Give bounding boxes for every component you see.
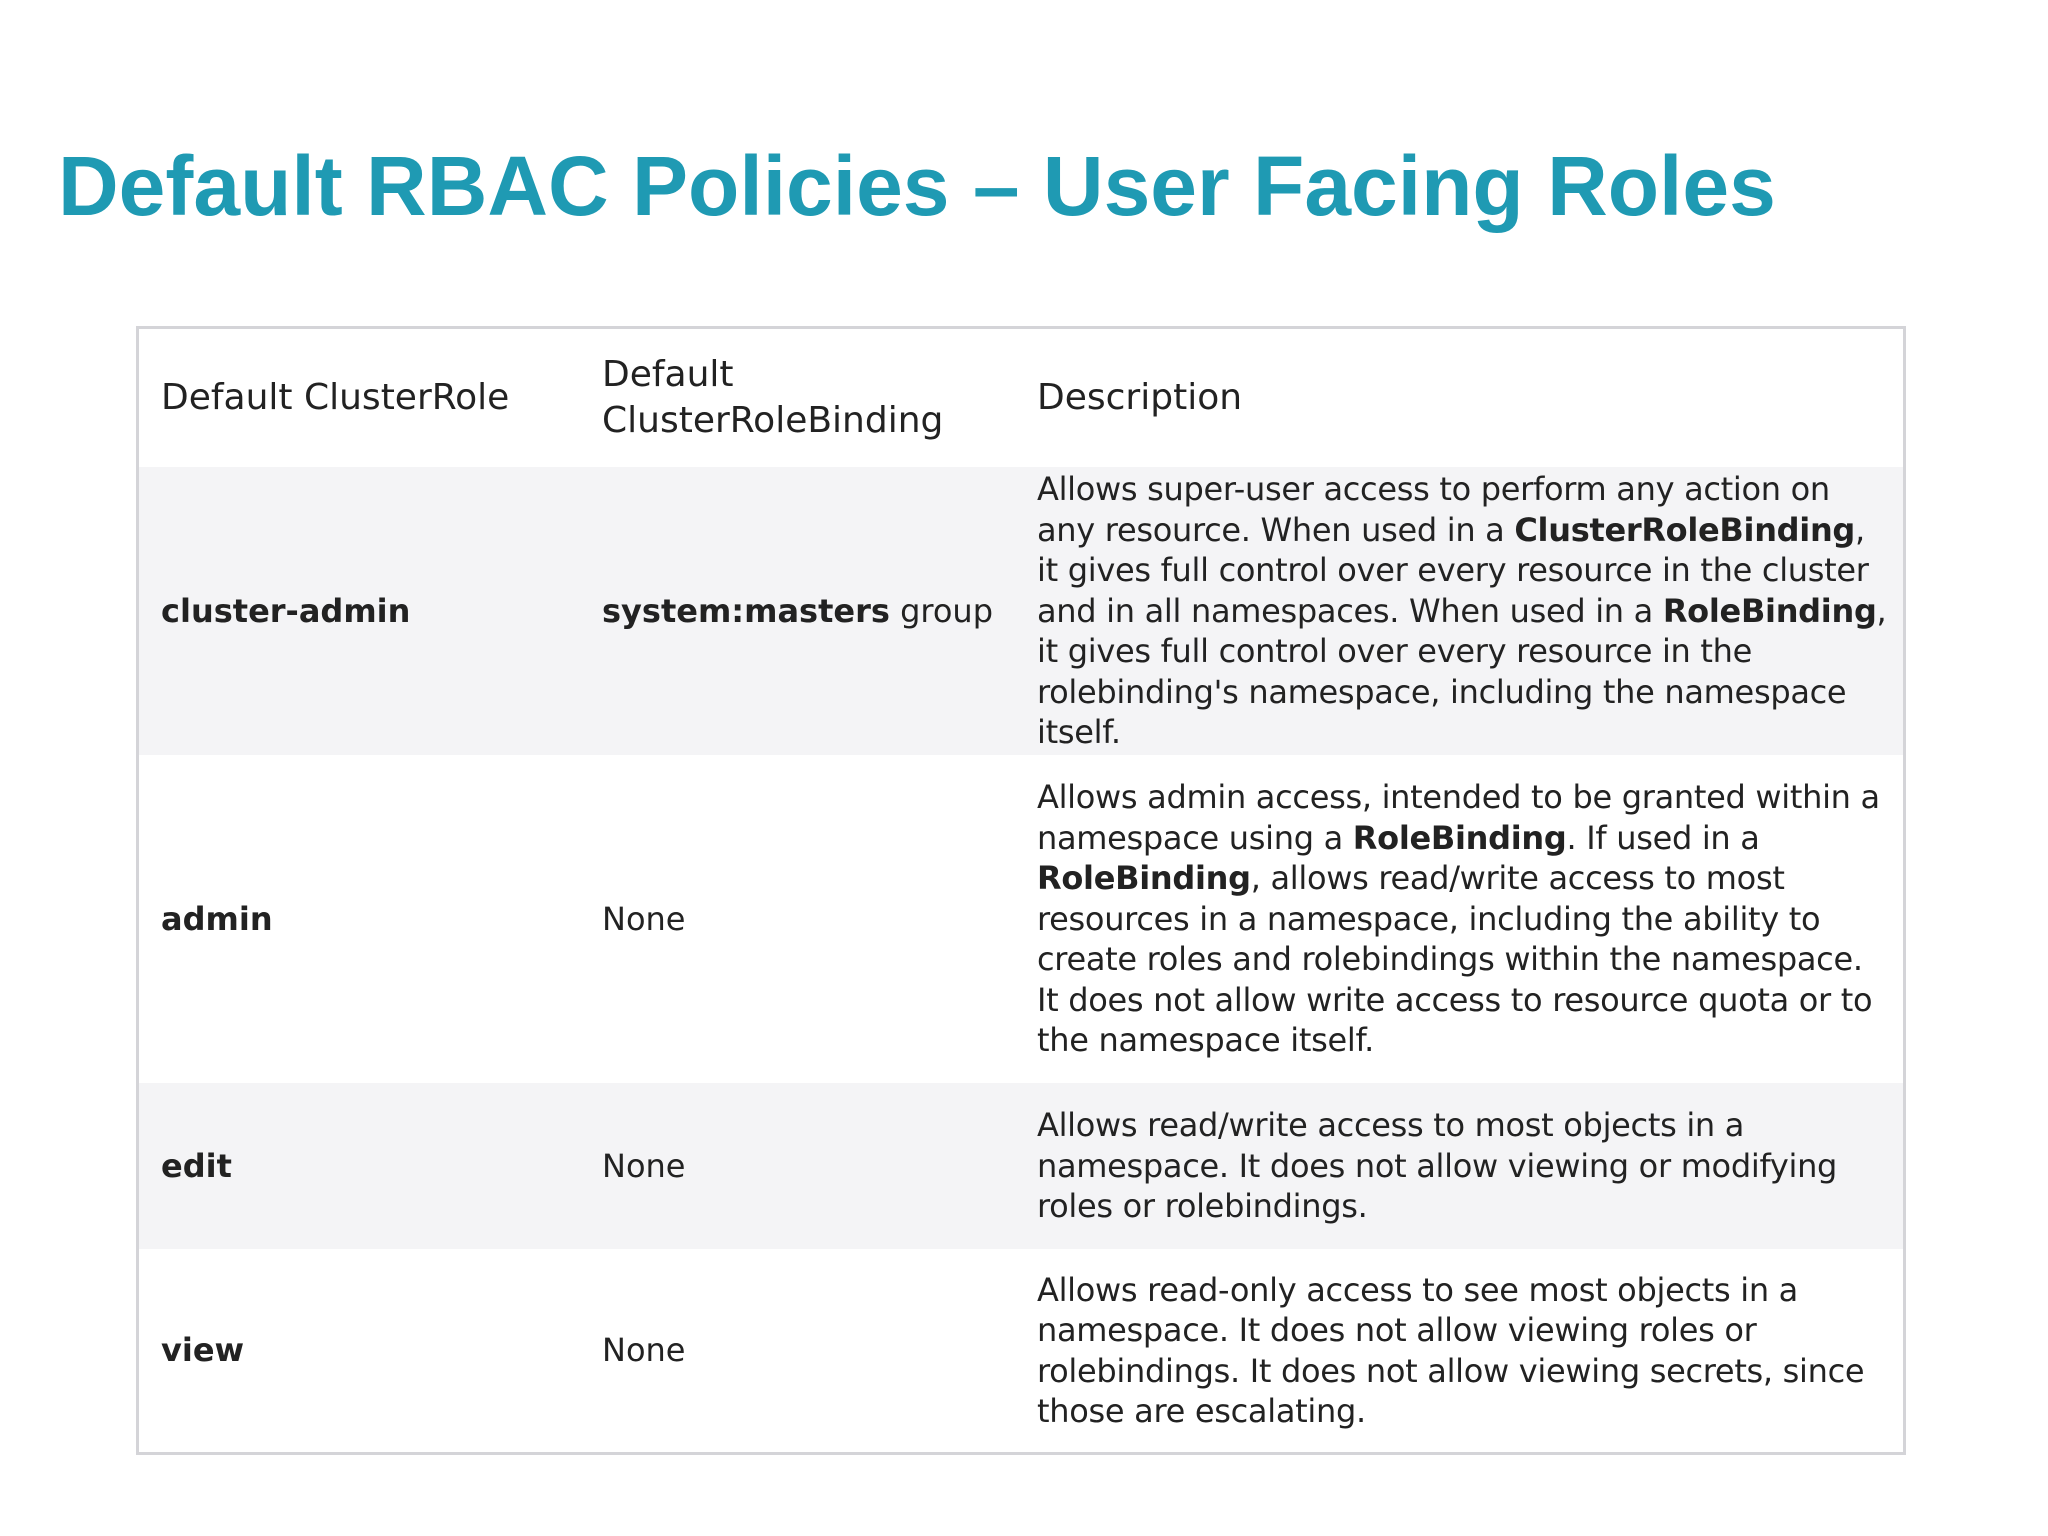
- role-description: [1021, 1249, 1903, 1452]
- desc-segment: , it gives full control over every resource in the cluster and in all namespaces. When used in a: [1037, 510, 1869, 630]
- header-default-clusterrole: Default ClusterRole: [161, 377, 510, 418]
- desc-segment-bold: RoleBinding: [1352, 818, 1567, 857]
- role-name: admin: [161, 899, 273, 938]
- role-binding: None: [602, 899, 686, 938]
- role-description: [1021, 1083, 1903, 1249]
- table-row: [139, 467, 1903, 755]
- header-default-clusterrolebinding: [580, 329, 1021, 467]
- role-binding: [580, 467, 1021, 755]
- desc-segment: , it gives full control over every resource in the rolebinding's namespace, including the namespace itself.: [1037, 591, 1887, 752]
- table-header-row: [139, 329, 1903, 467]
- table-row: [139, 1083, 1903, 1249]
- role-binding-rest: group: [889, 591, 994, 630]
- role-binding: None: [602, 1146, 686, 1185]
- desc-segment: Allows read/write access to most objects in a namespace. It does not allow viewing or modifying roles or rolebindings.: [1037, 1106, 1838, 1226]
- table-row: [139, 755, 1903, 1083]
- desc-segment: . If used in a: [1566, 818, 1760, 857]
- role-binding-bold: system:masters: [602, 591, 890, 630]
- desc-segment: Allows super-user access to perform any action on any resource. When used in a: [1037, 470, 1830, 549]
- role-name: edit: [161, 1146, 232, 1185]
- role-description: [1021, 755, 1903, 1083]
- role-name: view: [161, 1331, 245, 1370]
- desc-segment: , allows read/write access to most resources in a namespace, including the ability to create roles and rolebindings within the namespace. It does not allow write access to resource quota or to the namespace itself.: [1037, 859, 1873, 1060]
- slide-title: Default RBAC Policies – User Facing Roles: [58, 139, 1776, 233]
- header-description: Description: [1037, 377, 1243, 418]
- table-row: [139, 1249, 1903, 1452]
- rbac-roles-table: [136, 326, 1906, 1455]
- desc-segment-bold: ClusterRoleBinding: [1514, 510, 1856, 549]
- desc-segment-bold: RoleBinding: [1662, 591, 1877, 630]
- desc-segment: Allows admin access, intended to be granted within a namespace using a: [1037, 778, 1880, 857]
- role-name: cluster-admin: [161, 591, 411, 630]
- role-description: [1021, 467, 1903, 755]
- header-binding-text: Default ClusterRoleBinding: [602, 354, 944, 441]
- desc-segment: Allows read-only access to see most objects in a namespace. It does not allow viewing roles or rolebindings. It does not allow viewing secrets, since those are escalating.: [1037, 1270, 1865, 1430]
- role-binding: None: [602, 1331, 686, 1370]
- desc-segment-bold: RoleBinding: [1037, 859, 1251, 898]
